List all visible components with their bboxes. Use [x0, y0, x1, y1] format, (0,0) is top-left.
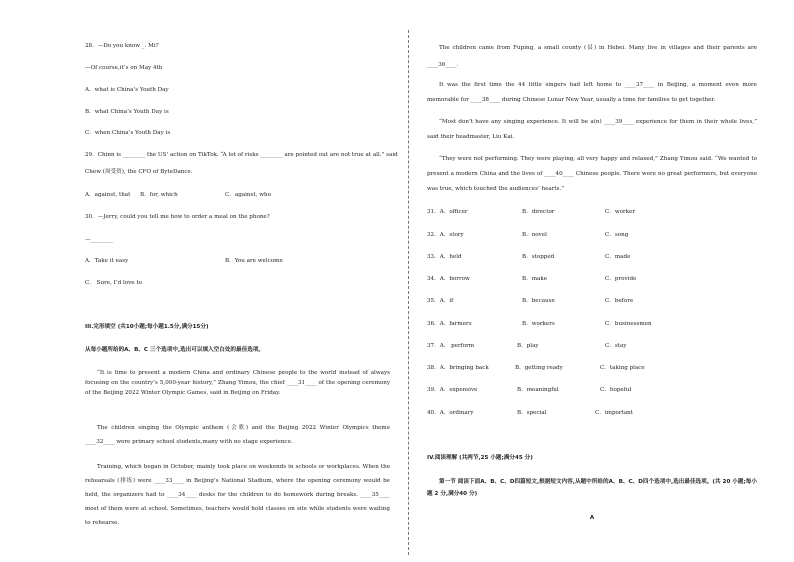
q30-option-a: A．Take it easy	[85, 258, 129, 264]
option-b: B．getting ready	[515, 365, 563, 371]
option-c: C．provide	[605, 276, 637, 282]
option-a: 39．A．expensive	[427, 387, 478, 393]
question-28-reply: —Of course,it’s on May 4th	[85, 65, 163, 71]
column-divider	[408, 30, 409, 555]
option-b: B．make	[522, 276, 548, 282]
option-b: B．meaningful	[517, 387, 559, 393]
option-c: C．made	[605, 254, 631, 260]
option-a: 33．A．held	[427, 254, 462, 260]
option-a: 31．A．officer	[427, 209, 468, 215]
option-b: B．special	[517, 410, 547, 416]
option-c: C．stay	[605, 343, 627, 349]
q28-option-c: C．when China’s Youth Day is	[85, 130, 171, 136]
passage-paragraph-7: “They were not performing. They were playing, all very happy and relaxed,” Zhang Yimou said. “We wanted to present a modern China and the lives of ____40____ Chinese people. There were no great performers, but everyone was true, which touched the audiences’ hearts.”	[427, 156, 757, 192]
option-a: 37．A． perform	[427, 343, 475, 349]
option-c: C．before	[605, 298, 634, 304]
option-c: C．important	[595, 410, 634, 416]
section-4-title: IV.阅读理解 (共两节,25 小题;满分45 分)	[427, 455, 533, 461]
q29-option-a: A．against, that	[85, 192, 131, 198]
option-b: B．novel	[522, 232, 547, 238]
option-c: C．worker	[605, 209, 636, 215]
passage-label: A	[589, 515, 595, 521]
option-c: C．hopeful	[600, 387, 632, 393]
right-column	[427, 0, 757, 562]
option-c: C．taking place	[600, 365, 645, 371]
passage-paragraph-3: Training, which began in October, mainly took place on weekends in schools or workplaces. When the rehearsals (排练) were ____33____ in Beijing’s National Stadium, where the opening ceremony would be held, the organizers had to ____34____ desks for the children to do homework during breaks. ____35____ most of them were at school. Sometimes, teachers would hold classes on site while students were waiting to rehearse.	[85, 464, 390, 526]
option-a: 40．A．ordinary	[427, 410, 474, 416]
passage-paragraph-4: The children came from Fuping, a small county (县) in Hebei. Many live in villages and their parents are ____36____.	[427, 45, 757, 68]
q30-option-c: C． Sure, I’d love to	[85, 280, 142, 286]
passage-paragraph-6: “Most don’t have any singing experience. It will be a(n) ____39____ experience for them in their whole lives,” said their headmaster, Liu Kai.	[427, 119, 757, 140]
option-b: B．stopped	[522, 254, 555, 260]
q29-option-c: C．against, who	[225, 192, 271, 198]
left-column	[85, 0, 398, 562]
option-a: 35．A．if	[427, 298, 454, 304]
option-c: C．businessmen	[605, 321, 652, 327]
option-c: C．song	[605, 232, 629, 238]
option-a: 34．A．borrow	[427, 276, 470, 282]
option-b: B．workers	[522, 321, 555, 327]
q28-option-b: B．what China’s Youth Day is	[85, 109, 169, 115]
question-29-line1: 29．Chinn is ________ the US’ action on TikTok. “A lot of risks ________ are pointed out are not true at all.” said	[85, 152, 398, 158]
option-b: B．play	[517, 343, 539, 349]
option-a: 38．A．bringing back	[427, 365, 489, 371]
q29-option-b: B．for, which	[140, 192, 178, 198]
question-30: 30．—Jerry, could you tell me how to order a meal on the phone?	[85, 214, 270, 220]
option-b: B．director	[522, 209, 555, 215]
question-28: 28．—Do you know _. Mi?	[85, 43, 159, 49]
question-29-line2: Chew (周受资), the CFO of ByteDance.	[85, 169, 193, 175]
q30-option-b: B．You are welcome	[225, 258, 283, 264]
question-30-blank: —________	[85, 237, 113, 243]
passage-paragraph-5: It was the first time the 44 little singers had left home to ____37____ in Beijing, a moment even more memorable for ____38____ during Chinese Lunar New Year, usually a time for families to get together.	[427, 82, 757, 103]
section-4-instruction: 第一节 阅读下面A、B、C、D四篇短文,根据短文内容,从题中所给的A、B、C、D四个选项中,选出最佳选项。(共 20 小题;每小题 2 分,满分40 分)	[427, 479, 757, 497]
q28-option-a: A．what is China’s Youth Day	[85, 87, 169, 93]
passage-paragraph-1: “It is time to present a modern China and ordinary Chinese people to the world instead of always focusing on the country’s 5,000-year history,” Zhang Yimou, the chief ____31____ of the opening ceremony of the Beijing 2022 Winter Olympic Games, said in Beijing on Friday.	[85, 370, 390, 396]
section-3-title: III.完形填空 (共10小题;每小题1.5分,满分15分)	[85, 324, 209, 330]
section-3-instruction: 从每小题所给的A、B、C 三个选项中,选出可以填入空白处的最佳选项。	[85, 347, 264, 353]
option-a: 36．A．farmers	[427, 321, 472, 327]
passage-paragraph-2: The children singing the Olympic anthem (会歌) and the Beijing 2022 Winter Olympics theme ____32____ were primary school students,many with no stage experience.	[85, 425, 390, 445]
option-b: B．because	[522, 298, 555, 304]
option-a: 32．A．story	[427, 232, 464, 238]
